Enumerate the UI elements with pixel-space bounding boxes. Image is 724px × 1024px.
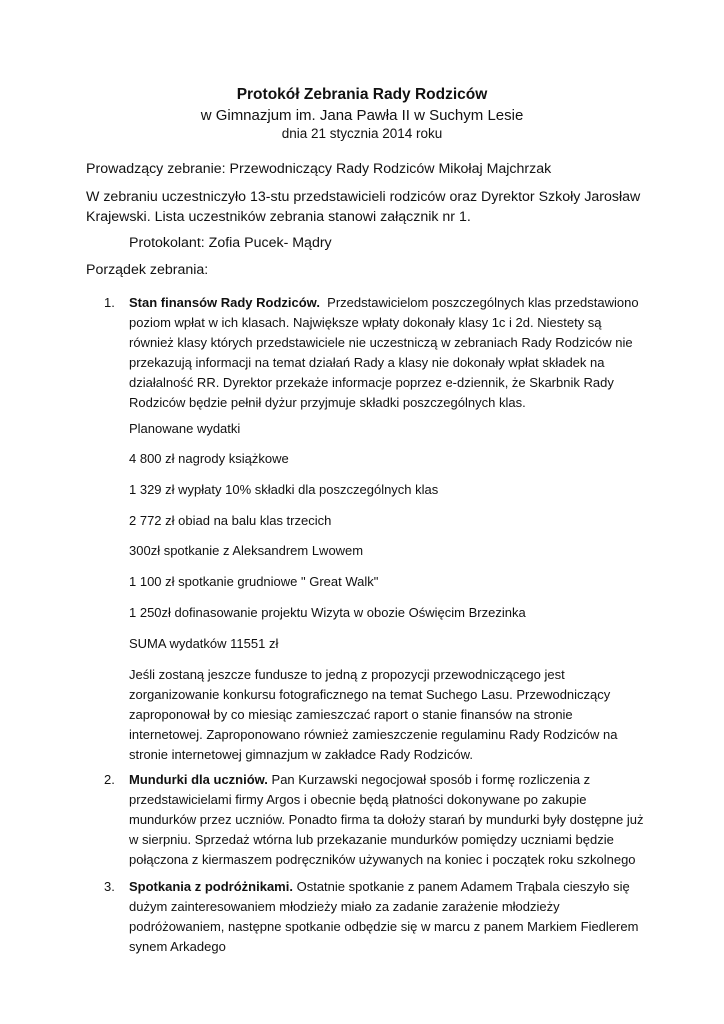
agenda-item bbox=[104, 770, 644, 870]
agenda-item-body bbox=[129, 293, 644, 413]
agenda-item-heading: Stan finansów Rady Rodziców. bbox=[129, 295, 320, 310]
agenda-item-body bbox=[129, 877, 644, 957]
document-date: dnia 21 stycznia 2014 roku bbox=[281, 126, 443, 141]
meeting-attendance: W zebraniu uczestniczyło 13-stu przedstawicieli rodziców oraz Dyrektor Szkoły Jarosław Krajewski. Lista uczestników zebrania stanowi załącznik nr 1. bbox=[86, 189, 641, 225]
expense-line: 1 329 zł wypłaty 10% składki dla poszczególnych klas bbox=[129, 482, 439, 497]
agenda-item-number: 3. bbox=[104, 879, 115, 894]
expense-line: 1 250zł dofinasowanie projektu Wizyta w obozie Oświęcim Brzezinka bbox=[129, 605, 526, 620]
agenda-item-text: Pan Kurzawski negocjował sposób i formę rozliczenia z przedstawicielami firmy Argos i obecnie będą płatności dokonywane po zakupie mundurków przez uczniów. Ponadto firma ta dołoży starań by mundurki były dostępne już w sierpniu. Sprzedaż wtórna lub przekazanie mundurków pomiędzy uczniami będzie połączona z kiermaszem podręczników używanych na koniec i początek roku szkolnego bbox=[129, 772, 644, 867]
document-title: Protokół Zebrania Rady Rodziców bbox=[236, 86, 488, 103]
agenda-item-text: Ostatnie spotkanie z panem Adamem Trąbala cieszyło się dużym zainteresowaniem młodzieży miało za zadanie zarażenie młodzieży podróżowaniem, następne spotkanie odbędzie się w marcu z panem Markiem Fiedlerem synem Arkadego bbox=[129, 879, 639, 954]
expense-line: 4 800 zł nagrody książkowe bbox=[129, 451, 289, 466]
agenda-item bbox=[104, 293, 644, 413]
agenda-item-number: 1. bbox=[104, 295, 115, 310]
agenda-item-number: 2. bbox=[104, 772, 115, 787]
agenda-item-text: Przedstawicielom poszczególnych klas przedstawiono poziom wpłat w ich klasach. Największe wpłaty dokonały klasy 1c i 2d. Niestety są również klasy których przedstawiciele nie uczestniczą w zebraniach Rady Rodziców nie przekazują informacji na temat działań Rady a klasy nie dokonały wpłat składek na działalność RR. Dyrektor przekaże informacje poprzez e-dziennik, że Skarbnik Rady Rodziców będzie pełnił dyżur przyjmuje składki poszczególnych klas. bbox=[129, 295, 639, 410]
meeting-secretary: Protokolant: Zofia Pucek- Mądry bbox=[129, 235, 332, 251]
agenda-item bbox=[104, 877, 644, 957]
finance-note: Jeśli zostaną jeszcze fundusze to jedną z propozycji przewodniczącego jest zorganizowanie konkursu fotograficznego na temat Suchego Lasu. Przewodniczący zaproponował by co miesiąc zamieszczać raport o stanie finansów na stronie internetowej. Zaproponowano również zamieszczenie regulaminu Rady Rodziców na stronie internetowej gimnazjum w zakładce Rady Rodziców. bbox=[129, 667, 618, 762]
document-subtitle: w Gimnazjum im. Jana Pawła II w Suchym Lesie bbox=[200, 107, 524, 124]
expense-line: 300zł spotkanie z Aleksandrem Lwowem bbox=[129, 543, 364, 558]
meeting-lead: Prowadzący zebranie: Przewodniczący Rady Rodziców Mikołaj Majchrzak bbox=[86, 161, 552, 177]
expense-sum: SUMA wydatków 11551 zł bbox=[129, 636, 279, 651]
agenda-label: Porządek zebrania: bbox=[86, 262, 209, 278]
expense-line: 1 100 zł spotkanie grudniowe " Great Walk" bbox=[129, 574, 379, 589]
agenda-item-heading: Mundurki dla uczniów. bbox=[129, 772, 268, 787]
expense-line: 2 772 zł obiad na balu klas trzecich bbox=[129, 513, 332, 528]
planned-expenses-label: Planowane wydatki bbox=[129, 421, 241, 436]
agenda-item-body bbox=[129, 770, 644, 870]
agenda-item-heading: Spotkania z podróżnikami. bbox=[129, 879, 293, 894]
